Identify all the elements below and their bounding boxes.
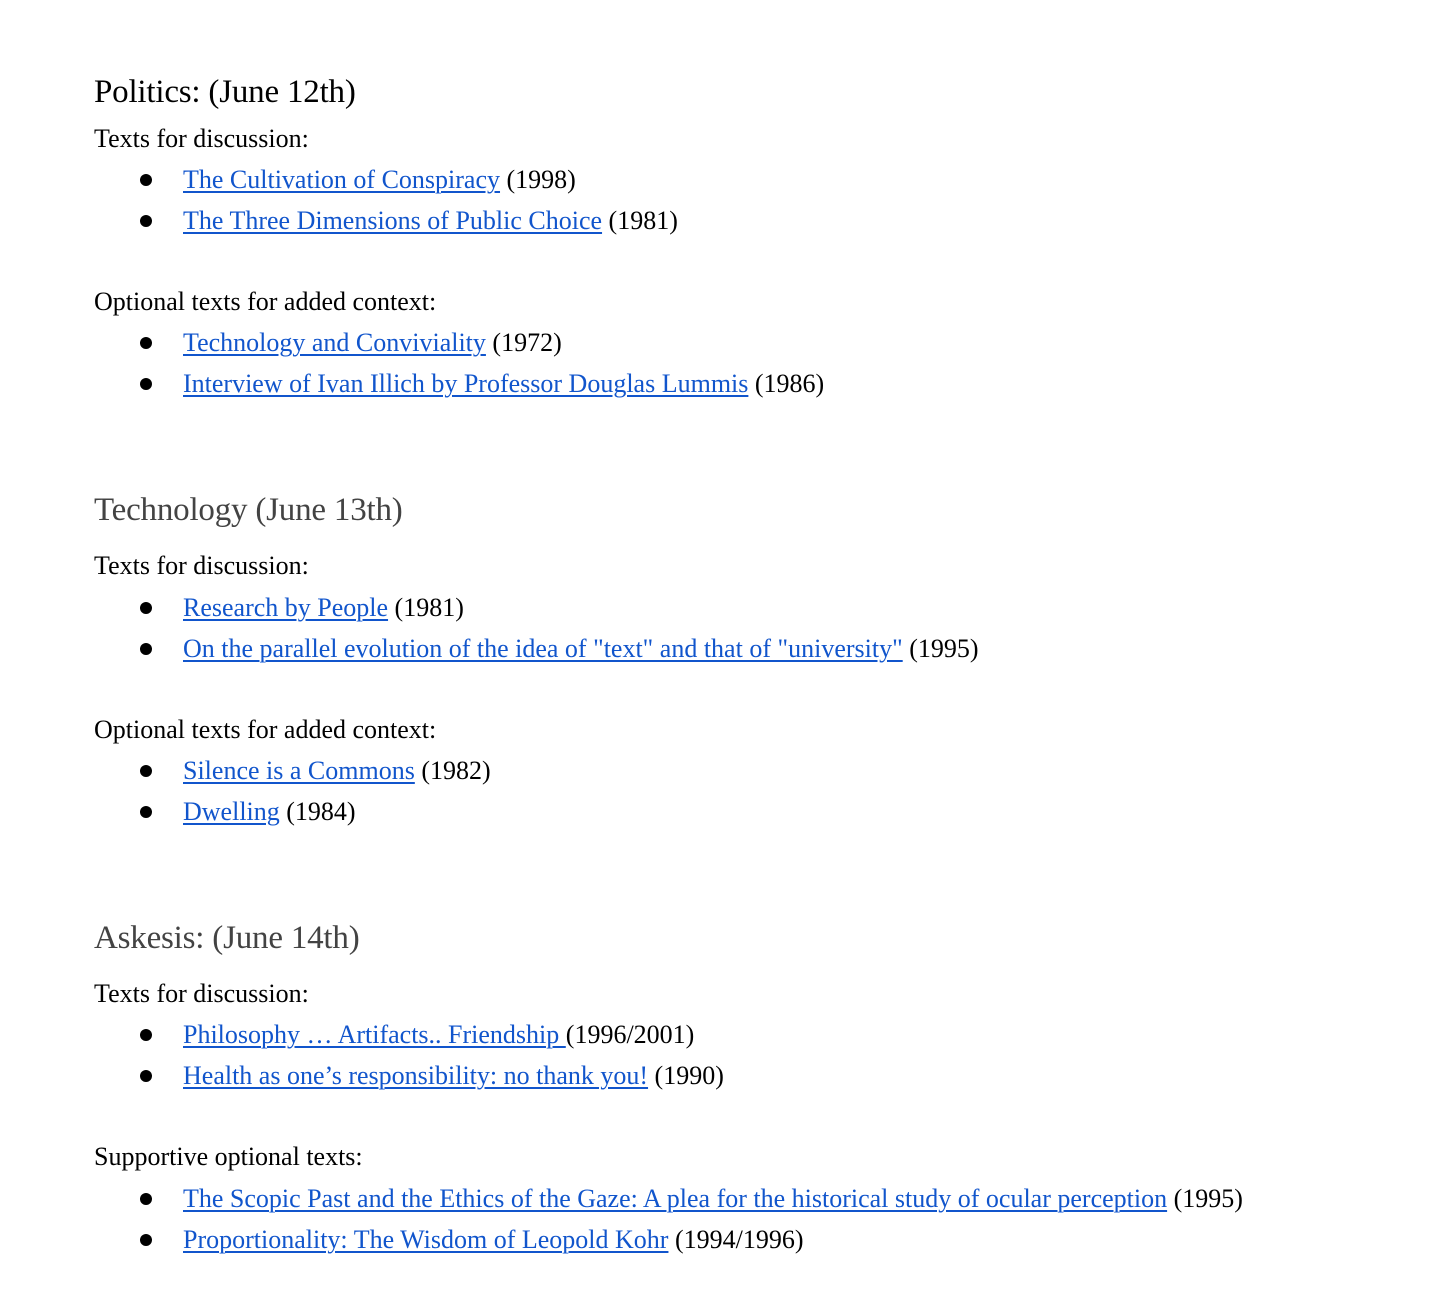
list-item (94, 328, 824, 369)
year: (1981) (608, 206, 678, 235)
text-link[interactable]: The Cultivation of Conspiracy (183, 165, 501, 194)
bullet-icon (140, 1070, 152, 1082)
year: (1995) (1173, 1184, 1243, 1213)
group-label: Optional texts for added context: (94, 287, 437, 316)
year: (1982) (421, 756, 491, 785)
bullet-icon (140, 806, 152, 818)
list-item (94, 756, 491, 797)
text-link[interactable]: Health as one’s responsibility: no thank you! (183, 1061, 649, 1090)
section-politics (94, 72, 1394, 398)
group-label: Texts for discussion: (94, 979, 309, 1008)
text-link[interactable]: Silence is a Commons (183, 756, 415, 785)
group-label: Texts for discussion: (94, 124, 309, 153)
list-item (94, 1184, 1243, 1225)
section-title: Politics: (June 12th) (94, 74, 356, 110)
year: (1972) (492, 328, 562, 357)
section-title: Askesis: (June 14th) (94, 920, 360, 956)
group-label: Texts for discussion: (94, 551, 309, 580)
bullet-icon (140, 1234, 152, 1246)
list-item (94, 1020, 724, 1061)
text-link[interactable]: Proportionality: The Wisdom of Leopold Kohr (183, 1225, 669, 1254)
text-link[interactable]: Technology and Conviviality (183, 328, 486, 357)
list-item (94, 634, 979, 675)
bullet-icon (140, 765, 152, 777)
text-link[interactable]: Philosophy … Artifacts.. Friendship (183, 1020, 566, 1049)
reading-list (94, 1184, 1243, 1266)
bullet-icon (140, 602, 152, 614)
reading-list (94, 593, 979, 675)
year: (1990) (654, 1061, 724, 1090)
reading-list (94, 328, 824, 410)
text-link[interactable]: Dwelling (183, 797, 280, 826)
year: (1981) (394, 593, 464, 622)
text-link[interactable]: The Three Dimensions of Public Choice (183, 206, 603, 235)
year: (1996/2001) (565, 1020, 695, 1049)
bullet-icon (140, 378, 152, 390)
section-title: Technology (June 13th) (94, 492, 403, 528)
list-item (94, 165, 678, 206)
year: (1984) (286, 797, 356, 826)
section-technology (94, 490, 1394, 826)
reading-list (94, 756, 491, 838)
year: (1994/1996) (674, 1225, 804, 1254)
section-askesis (94, 918, 1394, 1254)
bullet-icon (140, 643, 152, 655)
bullet-icon (140, 1193, 152, 1205)
year: (1986) (754, 369, 825, 398)
bullet-icon (140, 215, 152, 227)
text-link[interactable]: Interview of Ivan Illich by Professor Douglas Lummis (183, 369, 749, 398)
list-item (94, 369, 824, 410)
group-label: Optional texts for added context: (94, 715, 437, 744)
list-item (94, 1061, 724, 1102)
group-label: Supportive optional texts: (94, 1142, 363, 1171)
year: (1995) (909, 634, 979, 663)
text-link[interactable]: The Scopic Past and the Ethics of the Gaze: A plea for the historical study of ocular perception (183, 1184, 1168, 1213)
text-link[interactable]: On the parallel evolution of the idea of "text" and that of "university" (183, 634, 903, 663)
bullet-icon (140, 1029, 152, 1041)
list-item (94, 797, 491, 838)
bullet-icon (140, 337, 152, 349)
bullet-icon (140, 174, 152, 186)
list-item (94, 206, 678, 247)
year: (1998) (506, 165, 576, 194)
list-item (94, 593, 979, 634)
reading-list (94, 165, 678, 247)
list-item (94, 1225, 1243, 1266)
reading-list (94, 1020, 724, 1102)
text-link[interactable]: Research by People (183, 593, 389, 622)
